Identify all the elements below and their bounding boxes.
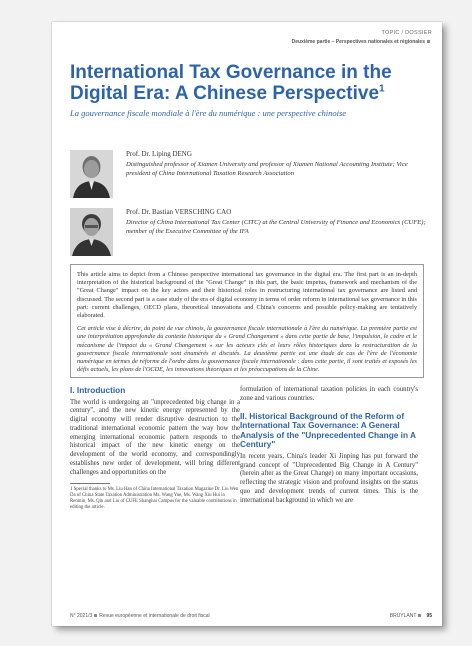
square-bullet-icon bbox=[418, 614, 421, 617]
footnote: 1 Special thanks to Ms. Liu Han of China International Taxation Magazine Dr. Liu Wen Da of China State Taxation Administration Ms. Wang Yue, Ms. Wang Xiu Hui in Renmin, Ms. Qin and Liu of CUFE Shanghai Campus for the valuable contributions in editing the article. bbox=[70, 487, 239, 511]
abstract-box bbox=[70, 264, 424, 378]
square-bullet-icon bbox=[94, 614, 97, 617]
subsection-text: Deuxième partie – Perspectives nationales et régionales bbox=[291, 39, 425, 45]
author-photo bbox=[70, 208, 113, 256]
author-name: Prof. Dr. Liping DENG bbox=[126, 150, 192, 158]
author-block bbox=[70, 150, 430, 206]
page-number: 95 bbox=[426, 613, 432, 619]
right-column bbox=[240, 386, 418, 509]
footer-left bbox=[70, 613, 210, 619]
body-paragraph: The world is undergoing an "unprecedented big change in a century", and the new kinetic energy represented by the digital economy will render disruptive destruction to the traditional international economic pattern the way how the emerging international economic pattern responds to the historical impact of the new kinetic energy on the development of the world economy, and correspondingly establishes new order of development, will bring different challenges and opportunities on the bbox=[70, 398, 240, 476]
square-bullet-icon bbox=[427, 40, 430, 43]
author-photo bbox=[70, 150, 113, 198]
publisher-name: BRUYLANT bbox=[389, 613, 417, 619]
section-label: TOPIC / DOSSIER bbox=[381, 30, 432, 36]
abstract-french: Cet article vise à décrire, du point de vue chinois, la gouvernance fiscale internationale à l'ère du numérique. La première partie est une interprétation approfondie du contexte historique du « Grand Changement » dans cette partie de base, l'impulsion, le cadre et le mécanisme de l'impact du « Grand Changement » sur les acteurs clés et leurs rôles historiques dans la restructuration de la gouvernance fiscale internationale sont énumérés et discutés. La deuxième partie est une étude de cas de l'ère de l'économie numérique en termes de réforme de l'ordre dans la gouvernance fiscale internationale : dans cette partie, il sont traités et exposés les défis actuels, les plans de l'OCDE, les innovations théoriques et les préoccupations de la Chine. bbox=[77, 325, 417, 374]
footnote-divider bbox=[70, 483, 110, 484]
title-footnote-mark: 1 bbox=[379, 83, 385, 95]
section-heading: II. Historical Background of the Reform of International Tax Governance: A General Analysis of the "Unprecedented Change in A Century" bbox=[240, 410, 416, 450]
body-paragraph: In recent years, China's leader Xi Jinping has put forward the grand concept of "Unprecedented Big Change in A Century" (herein after as the Great Change) on many important occasions, reflecting the strategic vision and profound insights on the status quo and development trends of current times. This is the international background in which we are bbox=[240, 452, 418, 504]
issue-number: N° 2021/3 bbox=[70, 613, 93, 619]
subsection-label bbox=[292, 39, 432, 45]
author-block bbox=[70, 208, 430, 264]
article-subtitle: La gouvernance fiscale mondiale à l'ère du numérique : une perspective chinoise bbox=[70, 108, 347, 118]
section-heading: I. Introduction bbox=[70, 385, 126, 395]
footer-right bbox=[390, 613, 432, 619]
article-title-text: International Tax Governance in the Digital Era: A Chinese Perspective bbox=[70, 62, 392, 104]
author-description: Distinguished professor of Xiamen University and professor of Xiamen National Accounting Institute; Vice president of China International Taxation Research Association bbox=[126, 161, 408, 177]
journal-page bbox=[52, 22, 442, 626]
body-paragraph: formulation of international taxation policies in each country's zone and various countries. bbox=[240, 386, 418, 402]
journal-name: Revue européenne et internationale de droit fiscal bbox=[99, 613, 210, 619]
article-title bbox=[70, 62, 430, 104]
author-name: Prof. Dr. Bastian VERSCHING CAO bbox=[126, 208, 232, 216]
author-description: Director of China International Tax Center (CITC) at the Central University of Finance and Economics (CUFE); member of the Executive Committee of the IFA bbox=[126, 219, 426, 235]
left-column bbox=[70, 386, 240, 511]
abstract-english: This article aims to depict from a Chinese perspective international tax governance in the digital era. The first part is an in-depth interpretation of the historical background of the "Great Change" in this part, the basic impetus, framework and mechanism of the "Great Change" impact on the key actors and their historical roles in restructuring international tax governance are listed and discussed. The second part is a case study of the era of digital economy in terms of order reform in international tax governance in this part: current challenges, OECD plans, theoretical innovations and China's concerns and possible policy-making are tentatively elaborated. bbox=[77, 271, 417, 320]
